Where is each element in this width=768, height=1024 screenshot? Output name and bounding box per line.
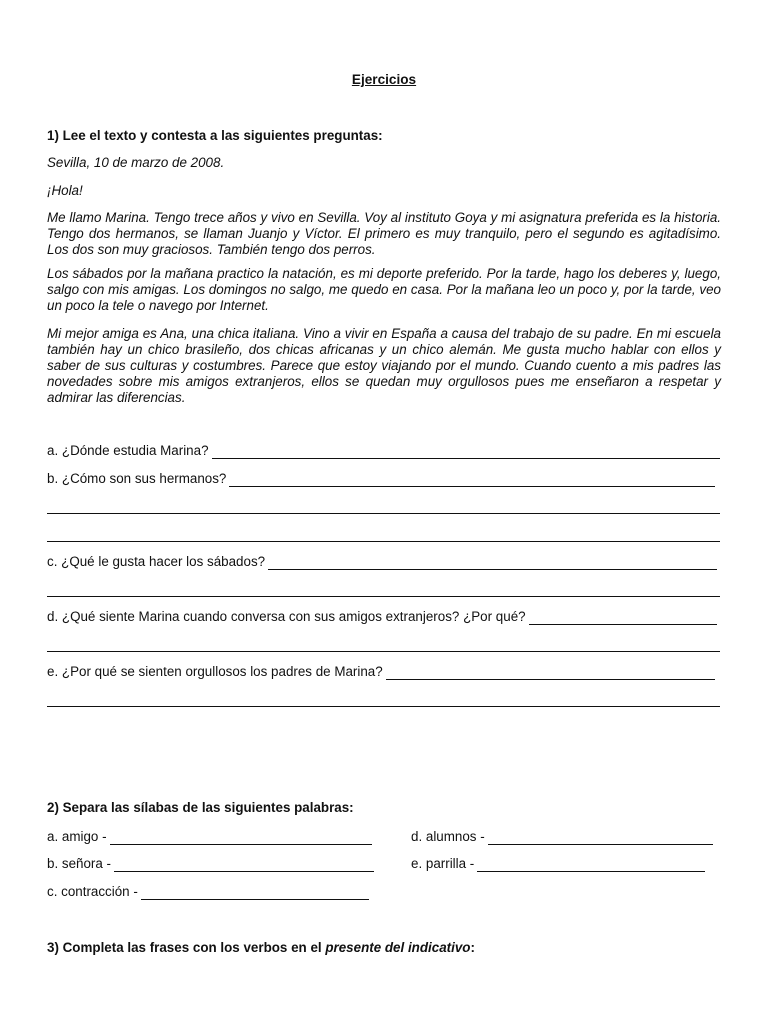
question-b <box>47 471 715 487</box>
section-3-heading-prefix: 3) Completa las frases con los verbos en el <box>47 940 326 955</box>
section-3-heading-emphasis: presente del indicativo <box>325 940 471 955</box>
letter-date <box>47 155 721 171</box>
syllable-a-label: a. amigo - <box>47 829 107 844</box>
question-e <box>47 664 715 680</box>
answer-c-line[interactable] <box>268 557 717 570</box>
letter-paragraph-3-text: Mi mejor amiga es Ana, una chica italiana. Vino a vivir en España a causa del trabajo de su padre. En mi escuela también hay un chico brasileño, dos chicas africanas y un chico alemán. Me gusta mucho hablar con ellos y saber de sus culturas y costumbres. Parece que estoy viajando por el mundo. Cuando cuento a mis padres las novedades sobre mis amigos extranjeros, ellos se quedan muy orgullosos pues me enseñaron a respetar y admirar las diferencias. <box>47 326 721 405</box>
syllable-b-label: b. señora - <box>47 856 112 871</box>
question-a <box>47 443 720 459</box>
answer-a-line[interactable] <box>212 446 720 459</box>
question-d <box>47 609 717 625</box>
letter-paragraph-2-text: Los sábados por la mañana practico la natación, es mi deporte preferido. Por la tarde, hago los deberes y, luego, salgo con mis amigas. Los domingos no salgo, me quedo en casa. Por la mañana leo un poco y, por la tarde, veo un poco la tele o navego por Internet. <box>47 266 721 313</box>
answer-b-line[interactable] <box>229 474 715 487</box>
syllable-b-line[interactable] <box>114 859 374 872</box>
syllable-c <box>47 884 369 900</box>
question-c <box>47 554 717 570</box>
question-c-label: c. ¿Qué le gusta hacer los sábados? <box>47 554 266 569</box>
syllable-b <box>47 856 374 872</box>
letter-paragraph-2 <box>47 266 721 314</box>
syllable-a <box>47 829 372 845</box>
question-a-label: a. ¿Dónde estudia Marina? <box>47 443 209 458</box>
syllable-d <box>411 829 713 845</box>
syllable-e-line[interactable] <box>477 859 705 872</box>
syllable-d-line[interactable] <box>488 832 713 845</box>
answer-d-line-2[interactable] <box>47 650 720 652</box>
syllable-a-line[interactable] <box>110 832 372 845</box>
answer-c-line-2[interactable] <box>47 595 720 597</box>
section-3-heading-suffix: : <box>470 940 475 955</box>
answer-d-line[interactable] <box>529 612 717 625</box>
letter-greeting-text: ¡Hola! <box>47 183 83 198</box>
syllable-c-label: c. contracción - <box>47 884 138 899</box>
letter-date-text: Sevilla, 10 de marzo de 2008. <box>47 155 225 170</box>
letter-paragraph-3 <box>47 326 721 406</box>
syllable-c-line[interactable] <box>141 887 369 900</box>
answer-b-line-2[interactable] <box>47 512 720 514</box>
section-2-heading: 2) Separa las sílabas de las siguientes palabras: <box>47 800 354 815</box>
section-3-heading <box>47 940 475 956</box>
section-1-heading: 1) Lee el texto y contesta a las siguientes preguntas: <box>47 128 383 143</box>
syllable-e <box>411 856 705 872</box>
letter-paragraph-1-text: Me llamo Marina. Tengo trece años y vivo en Sevilla. Voy al instituto Goya y mi asignatura preferida es la historia. Tengo dos hermanos, se llaman Juanjo y Víctor. El primero es muy tranquilo, pero el segundo es agitadísimo. Los dos son muy graciosos. También tengo dos perros. <box>47 210 721 257</box>
question-e-label: e. ¿Por qué se sienten orgullosos los padres de Marina? <box>47 664 383 679</box>
syllable-d-label: d. alumnos - <box>411 829 485 844</box>
answer-e-line-2[interactable] <box>47 705 720 707</box>
page-title: Ejercicios <box>351 72 417 87</box>
question-d-label: d. ¿Qué siente Marina cuando conversa con sus amigos extranjeros? ¿Por qué? <box>47 609 526 624</box>
letter-paragraph-1 <box>47 210 721 258</box>
letter-greeting <box>47 183 721 199</box>
syllable-e-label: e. parrilla - <box>411 856 475 871</box>
answer-e-line[interactable] <box>386 667 715 680</box>
question-b-label: b. ¿Cómo son sus hermanos? <box>47 471 227 486</box>
answer-b-line-3[interactable] <box>47 540 720 542</box>
